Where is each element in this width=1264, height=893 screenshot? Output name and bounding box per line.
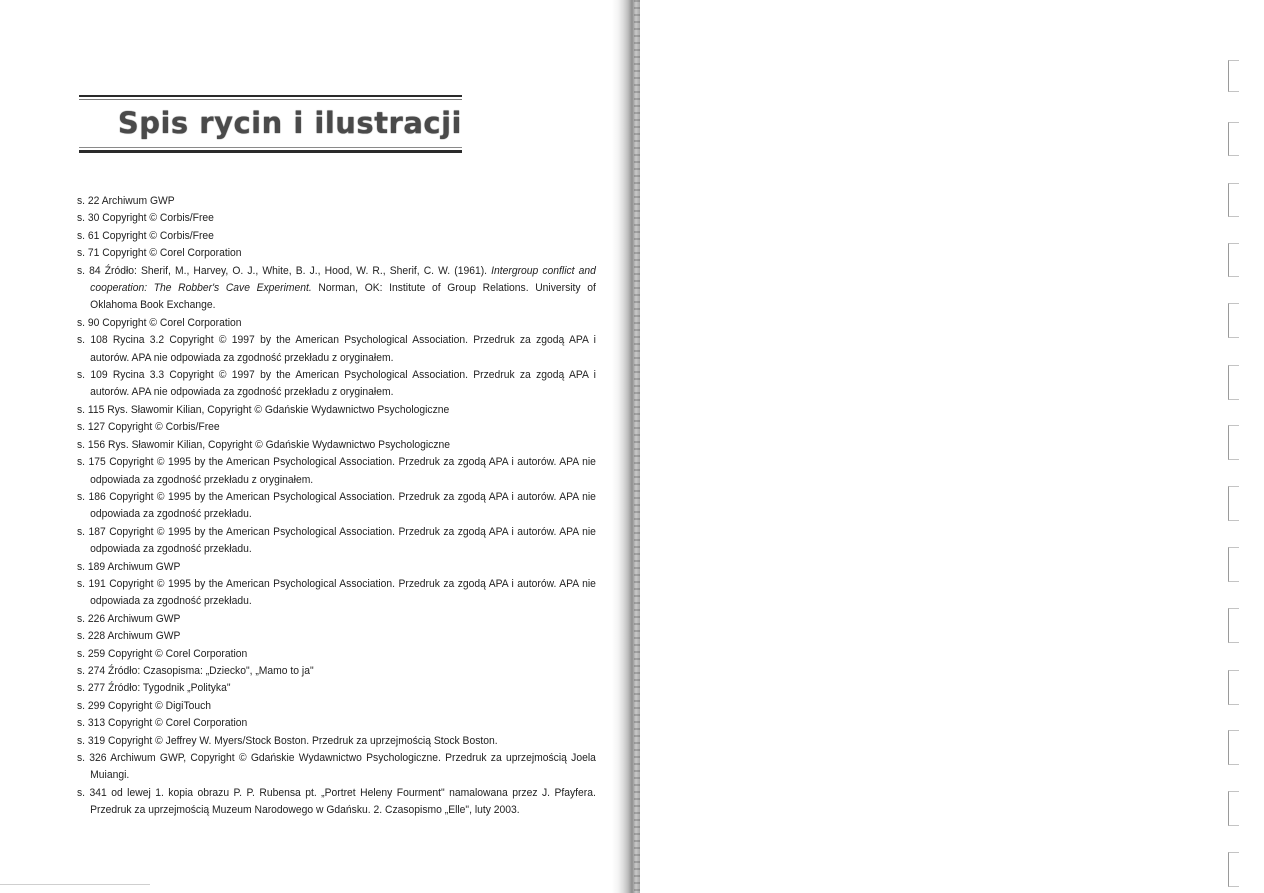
credit-entry-italic-title: Intergroup conflict and cooperation: The Robber's Cave Experiment. — [90, 264, 596, 295]
credit-entry-text: s. 127 Copyright © Corbis/Free — [77, 421, 220, 434]
credit-entry — [77, 785, 596, 820]
edge-mark — [1228, 365, 1239, 400]
credit-entry — [77, 263, 596, 315]
credit-entry-text: s. 187 Copyright © 1995 by the American Psychological Association. Przedruk za zgodą APA i autorów. APA nie odpowiada za zgodność przekładu. — [77, 525, 596, 556]
edge-mark — [1228, 852, 1239, 887]
credit-entry-text: s. 259 Copyright © Corel Corporation — [77, 647, 248, 660]
credit-entry-text: s. 84 Źródło: Sherif, M., Harvey, O. J., White, B. J., Hood, W. R., Sherif, C. W. (1961). — [77, 264, 492, 277]
credit-entry-text-continued: Norman, OK: Institute of Group Relations. University of Oklahoma Book Exchange. — [90, 282, 596, 312]
edge-mark — [1228, 608, 1239, 643]
credit-entry-text: s. 115 Rys. Sławomir Kilian, Copyright © Gdańskie Wydawnictwo Psychologiczne — [77, 403, 450, 416]
scan-edge-line — [0, 884, 150, 885]
credit-entry — [77, 646, 596, 663]
title-bottom-rule — [79, 150, 462, 153]
title-top-rule — [79, 95, 462, 97]
credit-entry-text: s. 71 Copyright © Corel Corporation — [77, 247, 242, 260]
credit-entry — [77, 419, 596, 436]
edge-mark — [1228, 303, 1239, 338]
credit-entry — [77, 715, 596, 732]
credit-entry — [77, 680, 596, 697]
credit-entry — [77, 559, 596, 576]
credit-entry — [77, 193, 596, 210]
credit-entry-text: s. 30 Copyright © Corbis/Free — [77, 212, 214, 225]
credit-entry — [77, 228, 596, 245]
edge-mark — [1228, 486, 1239, 521]
credit-entry-text: s. 90 Copyright © Corel Corporation — [77, 316, 242, 329]
credit-entry — [77, 576, 596, 611]
credit-entry — [77, 733, 596, 750]
credit-entry — [77, 454, 596, 489]
credit-entry-text: s. 108 Rycina 3.2 Copyright © 1997 by the American Psychological Association. Przedruk za zgodą APA i autorów. APA nie odpowiada za zgodność przekładu z oryginałem. — [77, 334, 596, 364]
credit-entry-text: s. 226 Archiwum GWP — [77, 612, 181, 625]
credit-entry — [77, 524, 596, 559]
edge-mark — [1228, 670, 1239, 705]
edge-mark — [1228, 183, 1239, 217]
credit-entry — [77, 402, 596, 419]
credit-entry-text: s. 189 Archiwum GWP — [77, 560, 181, 573]
credit-entry — [77, 489, 596, 524]
edge-mark — [1228, 425, 1239, 460]
credit-entry — [77, 628, 596, 645]
credit-entry — [77, 245, 596, 262]
credit-entry-text: s. 341 od lewej 1. kopia obrazu P. P. Rubensa pt. „Portret Heleny Fourment" namalowana przez J. Pfayfera. Przedruk za uprzejmością Muzeum Narodowego w Gdańsku. 2. Czasopismo „Elle", luty 2003. — [77, 786, 596, 817]
credit-entry-text: s. 22 Archiwum GWP — [77, 195, 175, 207]
credit-entry — [77, 332, 596, 367]
credit-entry-text: s. 319 Copyright © Jeffrey W. Myers/Stock Boston. Przedruk za uprzejmością Stock Boston. — [77, 734, 498, 747]
credit-entry-text: s. 326 Archiwum GWP, Copyright © Gdańskie Wydawnictwo Psychologiczne. Przedruk za uprzejmością Joela Muiangi. — [77, 752, 596, 782]
title-bottom-thin-rule — [79, 147, 462, 148]
credit-entry — [77, 210, 596, 227]
credit-entry-text: s. 277 Źródło: Tygodnik „Polityka" — [77, 682, 231, 695]
page-edge-marks — [1222, 0, 1252, 893]
credit-entry — [77, 750, 596, 785]
credit-entry-text: s. 156 Rys. Sławomir Kilian, Copyright © Gdańskie Wydawnictwo Psychologiczne — [77, 438, 451, 451]
page-title: Spis rycin i ilustracji — [117, 106, 462, 140]
credit-entry-text: s. 109 Rycina 3.3 Copyright © 1997 by the American Psychological Association. Przedruk za zgodą APA i autorów. APA nie odpowiada za zgodność przekładu z oryginałem. — [77, 369, 596, 399]
edge-mark — [1228, 547, 1239, 582]
credit-entry — [77, 315, 596, 332]
right-page — [640, 0, 1264, 893]
illustration-credits-list — [77, 193, 596, 820]
edge-mark — [1228, 791, 1239, 826]
credit-entry-text: s. 61 Copyright © Corbis/Free — [77, 229, 214, 242]
credit-entry — [77, 663, 596, 680]
credit-entry-text: s. 186 Copyright © 1995 by the American Psychological Association. Przedruk za zgodą APA i autorów. APA nie odpowiada za zgodność przekładu. — [77, 490, 596, 521]
credit-entry-text: s. 175 Copyright © 1995 by the American Psychological Association. Przedruk za zgodą APA i autorów. APA nie odpowiada za zgodność przekładu z oryginałem. — [77, 456, 596, 486]
edge-mark — [1228, 730, 1239, 765]
credit-entry-text: s. 191 Copyright © 1995 by the American Psychological Association. Przedruk za zgodą APA i autorów. APA nie odpowiada za zgodność przekładu. — [77, 577, 596, 608]
credit-entry-text: s. 313 Copyright © Corel Corporation — [77, 717, 248, 730]
credit-entry — [77, 437, 596, 454]
credit-entry — [77, 698, 596, 715]
left-page — [0, 0, 620, 893]
edge-mark — [1228, 122, 1239, 156]
title-top-thin-rule — [79, 99, 462, 100]
credit-entry-text: s. 274 Źródło: Czasopisma: „Dziecko", „Mamo to ja" — [77, 664, 314, 677]
credit-entry — [77, 611, 596, 628]
credit-entry-text: s. 299 Copyright © DigiTouch — [77, 699, 212, 712]
edge-mark — [1228, 60, 1239, 92]
credit-entry — [77, 367, 596, 402]
edge-mark — [1228, 243, 1239, 277]
credit-entry-text: s. 228 Archiwum GWP — [77, 630, 181, 643]
